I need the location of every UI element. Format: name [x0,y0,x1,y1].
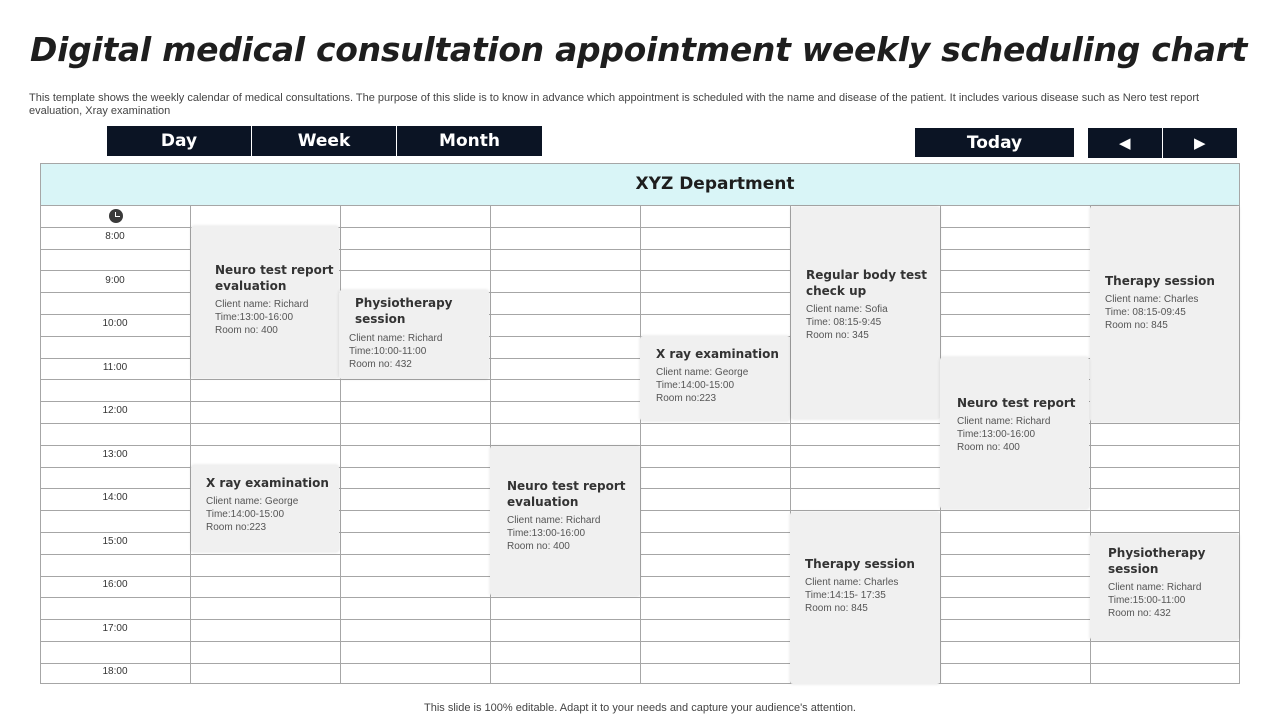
appointment-card[interactable] [490,446,640,596]
appointment-room: Room no: 400 [215,325,278,336]
appointment-card[interactable] [640,336,790,421]
appointment-time: Time:13:00-16:00 [957,429,1036,440]
grid-row-line [40,663,1240,664]
appointment-client: Client name: Richard [957,416,1051,427]
appointment-title: Regular body test check up [806,268,927,298]
day-view-button[interactable]: Day [107,126,252,156]
appointment-card[interactable] [791,207,940,419]
time-label: 8:00 [105,231,125,242]
appointment-time: Time:13:00-16:00 [507,528,586,539]
appointment-title: Neuro test report evaluation [507,479,626,509]
today-button[interactable]: Today [915,128,1074,157]
time-label: 18:00 [102,666,128,677]
grid-row-line [40,205,1240,206]
time-label: 12:00 [102,405,128,416]
footer-note: This slide is 100% editable. Adapt it to your needs and capture your audience's attention. [424,702,856,714]
time-label: 9:00 [105,275,125,286]
appointment-time: Time: 08:15-09:45 [1105,307,1186,318]
appointment-client: Client name: Richard [1108,582,1202,593]
appointment-client: Client name: Richard [349,333,443,344]
grid-row-line [40,619,1240,620]
appointment-client: Client name: George [656,367,749,378]
grid-row-line [40,163,1240,164]
appointment-card[interactable] [339,290,489,379]
appointment-card[interactable] [1090,206,1239,422]
clock-icon [109,209,123,223]
appointment-client: Client name: Richard [215,299,309,310]
time-label: 16:00 [102,579,128,590]
appointment-client: Client name: Charles [805,577,899,588]
grid-row-line [40,576,1240,577]
appointment-room: Room no: 345 [806,330,869,341]
time-label: 10:00 [102,318,128,329]
appointment-time: Time:10:00-11:00 [349,346,427,357]
next-arrow-icon[interactable]: ▶ [1163,128,1238,158]
appointment-room: Room no:223 [656,393,717,404]
appointment-title: Therapy session [1105,274,1215,288]
time-label: 11:00 [102,362,128,373]
appointment-title: Neuro test report [957,396,1076,410]
appointment-client: Client name: Richard [507,515,601,526]
appointment-client: Client name: Charles [1105,294,1199,305]
appointment-time: Time:14:00-15:00 [206,509,285,520]
grid-row-line [40,641,1240,642]
time-label: 17:00 [102,623,128,634]
date-navigation [1088,128,1237,157]
appointment-time: Time:14:00-15:00 [656,380,735,391]
appointment-title: Physiotherapy session [355,296,453,326]
month-view-button[interactable]: Month [397,126,542,156]
grid-row-line [40,597,1240,598]
appointment-card[interactable] [191,465,339,552]
appointment-client: Client name: George [206,496,299,507]
grid-row-line [40,554,1240,555]
weekly-calendar-grid [40,163,1240,684]
appointment-card[interactable] [940,357,1089,509]
page-title: Digital medical consultation appointment weekly scheduling chart [30,30,1248,69]
grid-row-line [40,683,1240,684]
appointment-room: Room no: 845 [805,603,868,614]
appointment-card[interactable] [191,226,339,378]
appointment-time: Time:14:15- 17:35 [805,590,886,601]
appointment-time: Time:15:00-11:00 [1108,595,1186,606]
department-title: XYZ Department [635,174,795,194]
time-label: 15:00 [102,536,128,547]
appointment-time: Time:13:00-16:00 [215,312,294,323]
appointment-title: Physiotherapy session [1108,546,1206,576]
view-switcher [107,126,542,156]
appointment-room: Room no: 432 [1108,608,1171,619]
appointment-room: Room no: 845 [1105,320,1168,331]
appointment-card[interactable] [1090,534,1239,640]
appointment-title: Therapy session [805,557,915,571]
week-view-button[interactable]: Week [252,126,397,156]
previous-arrow-icon[interactable]: ◀ [1088,128,1163,158]
appointment-time: Time: 08:15-9:45 [806,317,882,328]
appointment-room: Room no: 400 [957,442,1020,453]
appointment-title: X ray examination [206,476,329,490]
appointment-client: Client name: Sofia [806,304,888,315]
time-label: 14:00 [102,492,128,503]
appointment-card[interactable] [790,512,940,684]
time-label: 13:00 [102,449,128,460]
appointment-room: Room no: 432 [349,359,412,370]
appointment-room: Room no:223 [206,522,267,533]
appointment-room: Room no: 400 [507,541,570,552]
appointment-title: Neuro test report evaluation [215,263,334,293]
appointment-title: X ray examination [656,347,779,361]
page-description: This template shows the weekly calendar of medical consultations. The purpose of this slide is to know in advance which appointment is scheduled with the name and disease of the patient. It includes various disease such as Nero test report evaluation, Xray examination [29,92,1200,117]
